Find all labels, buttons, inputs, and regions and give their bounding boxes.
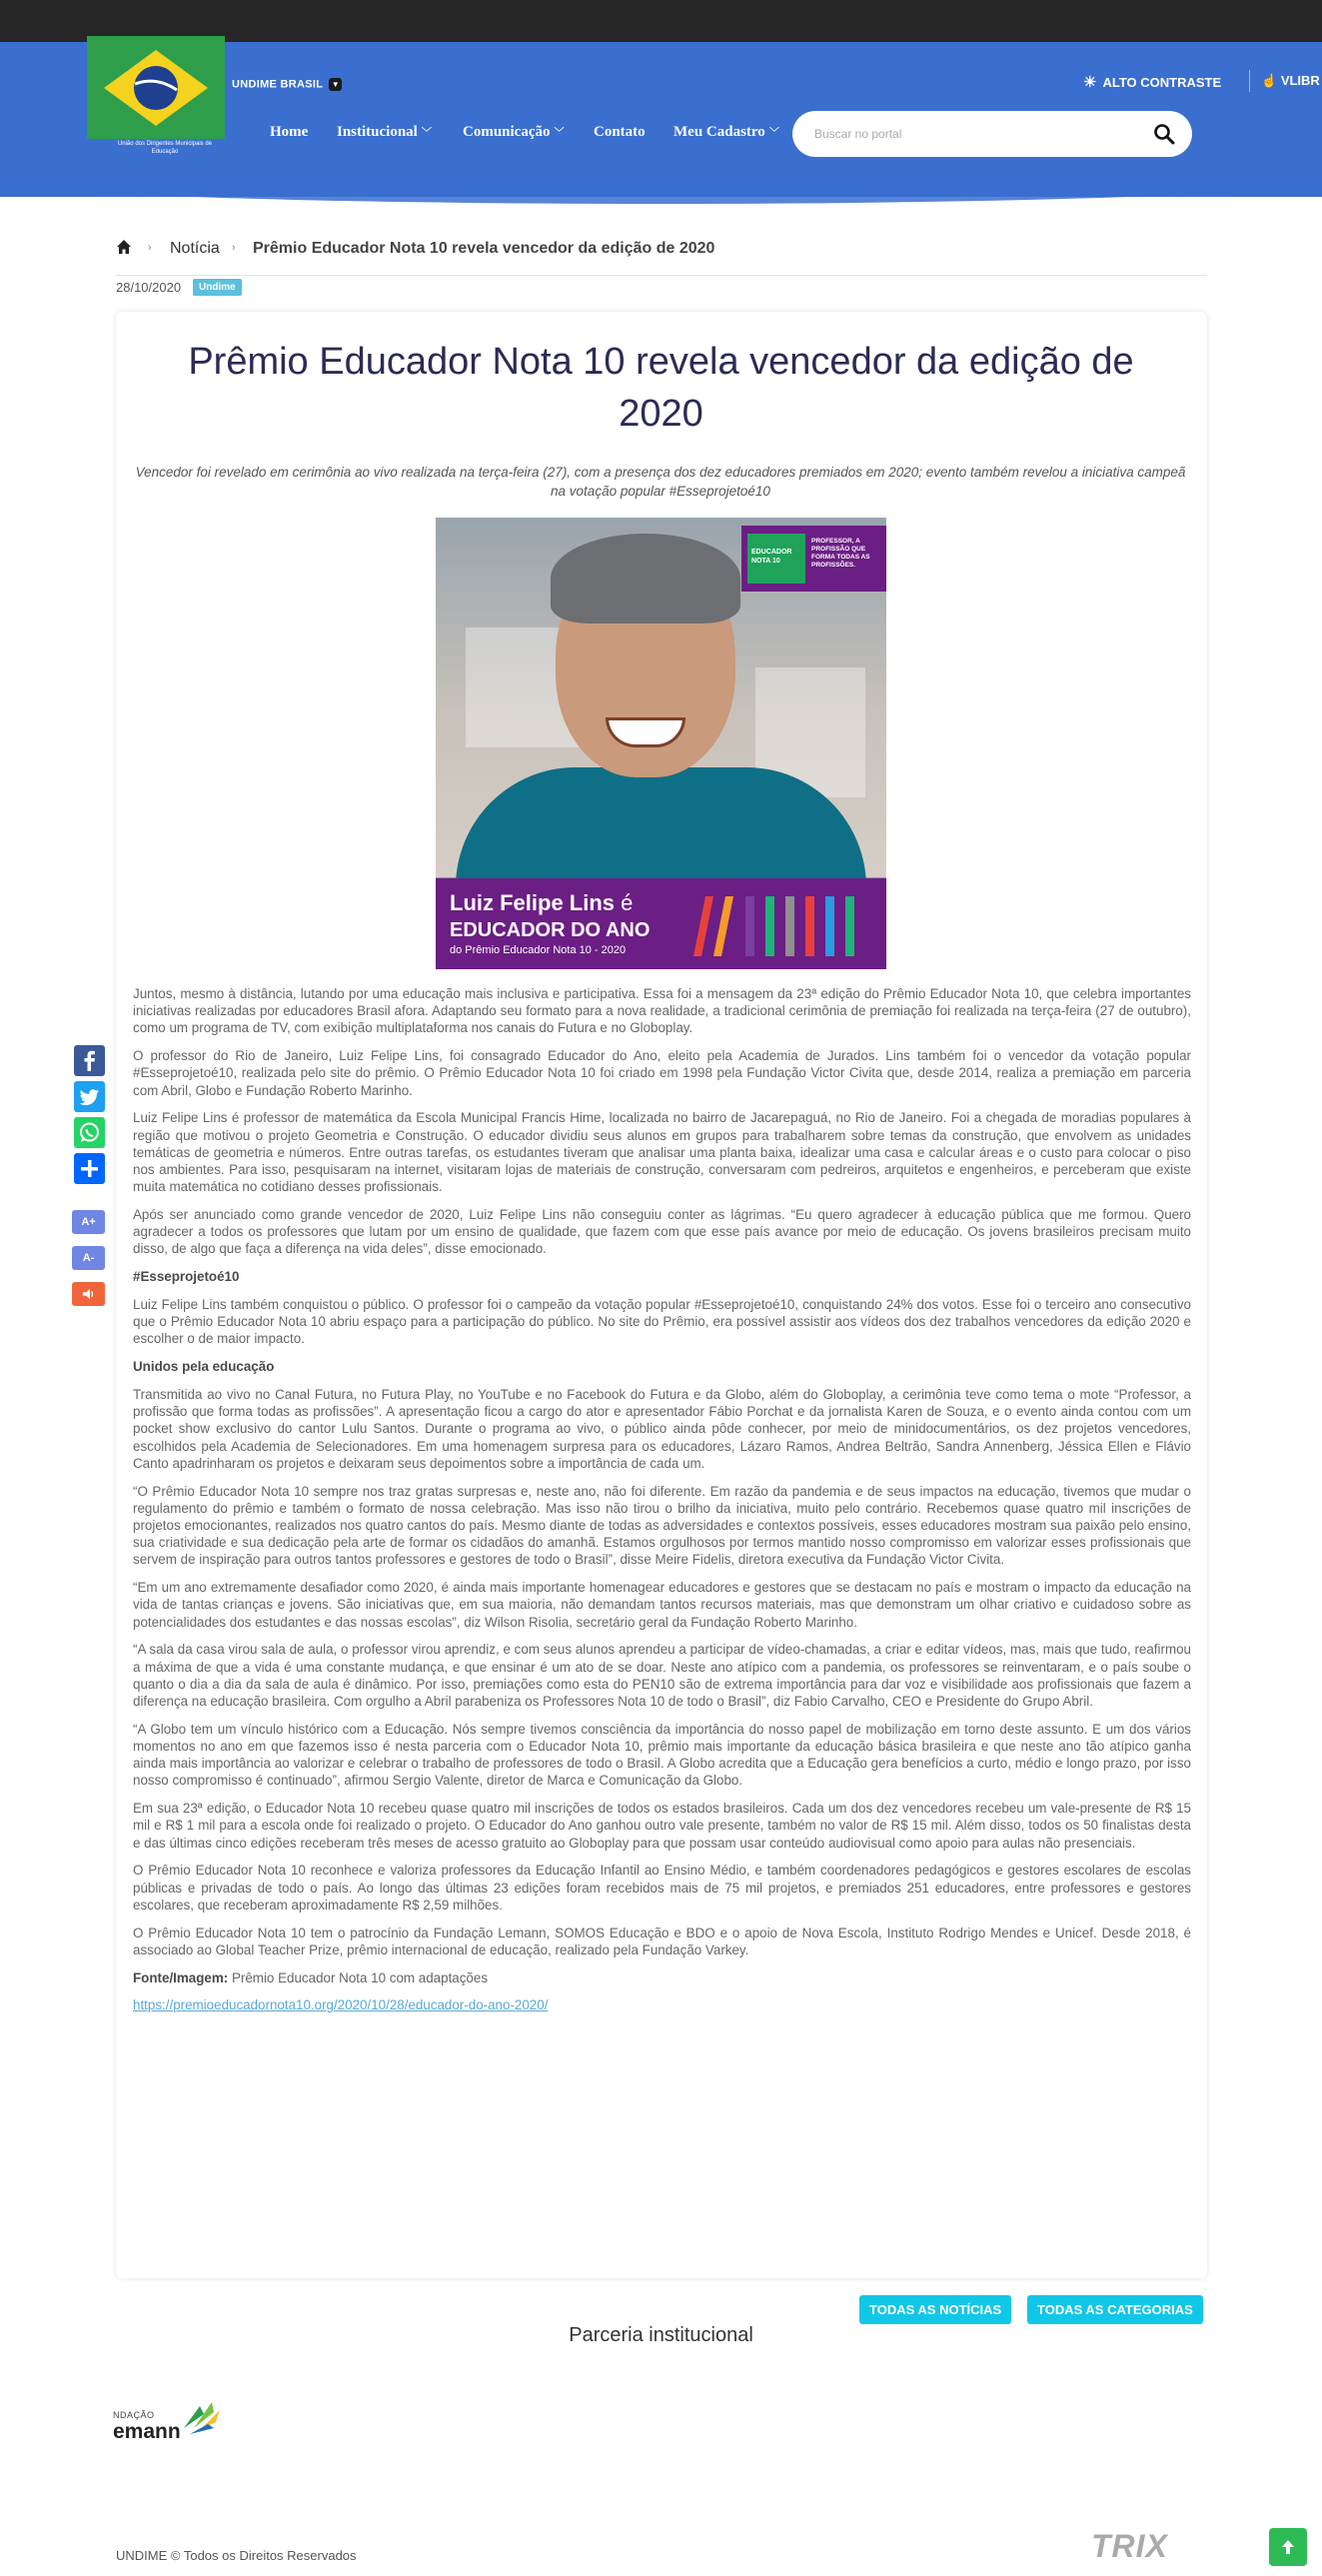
breadcrumb-separator-icon: › bbox=[232, 242, 236, 254]
font-decrease-button[interactable]: A- bbox=[72, 1246, 105, 1270]
contrast-icon: ☀ bbox=[1083, 74, 1097, 91]
all-categories-button[interactable]: TODAS AS CATEGORIAS bbox=[1027, 2295, 1203, 2324]
article-image bbox=[436, 518, 886, 969]
nav-comunicacao[interactable] bbox=[463, 124, 565, 141]
hand-icon: ☝ bbox=[1261, 73, 1281, 88]
chevron-down-icon: ﹀ bbox=[554, 128, 565, 139]
whatsapp-icon bbox=[74, 1117, 105, 1148]
breadcrumb-divider bbox=[116, 275, 1207, 276]
all-news-button[interactable]: TODAS AS NOTÍCIAS bbox=[859, 2295, 1011, 2324]
breadcrumb-separator-icon: › bbox=[148, 242, 152, 254]
home-icon[interactable] bbox=[116, 239, 132, 255]
vlibras-label: VLIBR bbox=[1280, 73, 1320, 88]
source-line bbox=[133, 1969, 1191, 1986]
article-tag[interactable]: Undime bbox=[193, 279, 242, 296]
breadcrumb-current: Prêmio Educador Nota 10 revela vencedor da edição de 2020 bbox=[253, 240, 715, 257]
twitter-share-button[interactable] bbox=[74, 1081, 105, 1112]
article-paragraph: “O Prêmio Educador Nota 10 sempre nos traz gratas surpresas e, neste ano, não foi diferente. Em razão da pandemia e de seus impactos na educação, tivemos que mudar o regulamento do prêmio e também o formato de nossa celebração. Mas isso não tirou o brilho da iniciativa, muito pelo contrário. Recebemos quase quatro mil inscrições de projetos emocionantes, realizados nos quatro cantos do país. Mesmo diante de todas as adversidades e contextos possíveis, esses educadores mostram sua paixão pelo ensino, sua criatividade e sua dedicação pela arte de formar os cidadãos do amanhã. Estamos orgulhosos por termos mantido nosso compromisso em valorizar esses profissionais que servem de inspiração para outros tantos professores e gestores de todo o Brasil”, disse Meire Fidelis, diretora executiva da Fundação Victor Civita. bbox=[133, 1483, 1191, 1568]
share-more-button[interactable] bbox=[74, 1153, 105, 1184]
badge-logo: EDUCADOR NOTA 10 bbox=[747, 534, 805, 584]
twitter-icon bbox=[74, 1081, 105, 1112]
source-label: Fonte/Imagem: bbox=[133, 1969, 229, 1985]
whatsapp-share-button[interactable] bbox=[74, 1117, 105, 1148]
chevron-down-icon: ▼ bbox=[329, 78, 342, 91]
banner-name: Luiz Felipe Lins bbox=[450, 890, 616, 915]
footer-copyright: UNDIME © Todos os Direitos Reservados bbox=[116, 2548, 357, 2563]
partners-title: Parceria institucional bbox=[569, 2324, 753, 2346]
section-heading: Unidos pela educação bbox=[133, 1359, 275, 1375]
plus-icon bbox=[74, 1153, 105, 1184]
article-paragraph: O Prêmio Educador Nota 10 tem o patrocínio da Fundação Lemann, SOMOS Educação e BDO e o apoio de Nova Escola, Instituto Rodrigo Mendes e Unicef. Desde 2018, é associado ao Global Teacher Prize, prêmio internacional de educação, realizado pela Fundação Varkey. bbox=[133, 1925, 1191, 1957]
high-contrast-label: ALTO CONTRASTE bbox=[1102, 75, 1222, 90]
chevron-down-icon: ﹀ bbox=[421, 128, 432, 139]
nav-contato[interactable] bbox=[594, 124, 646, 141]
banner-name-line bbox=[450, 890, 633, 916]
article-date: 28/10/2020 bbox=[116, 280, 182, 295]
logo-caption: União dos Dirigentes Municipais de Educação bbox=[117, 141, 213, 155]
source-link-line bbox=[133, 1996, 1191, 2013]
article-body bbox=[133, 985, 1191, 2024]
article-paragraph: Em sua 23ª edição, o Educador Nota 10 recebeu quase quatro mil inscrições de todos os estados brasileiros. Cada um dos dez vencedores recebeu um vale-presente de R$ 15 mil e R$ 1 mil para a escola onde foi realizado o projeto. O Educador do Ano ganhou outro vale presente, também no valor de R$ 15 mil. Além disso, todos os 50 finalistas desta e das últimas cinco edições receberam três meses de acesso gratuito ao Globoplay para que possam usar conteúdo audiovisual como apoio para aulas não presenciais. bbox=[133, 1801, 1191, 1851]
read-aloud-button[interactable] bbox=[72, 1282, 105, 1306]
speaker-icon bbox=[82, 1287, 96, 1301]
trix-logo[interactable]: TRIX bbox=[1091, 2528, 1168, 2564]
nav-meu-cadastro[interactable] bbox=[673, 124, 779, 141]
badge-text: PROFESSOR, A PROFISSÃO QUE FORMA TODAS AS PROFISSÕES. bbox=[811, 538, 870, 569]
source-link[interactable]: https://premioeducadornota10.org/2020/10/28/educador-do-ano-2020/ bbox=[133, 1997, 549, 2013]
brand-label: UNDIME BRASIL bbox=[232, 78, 324, 91]
nav-home-label: Home bbox=[270, 124, 309, 140]
nav-home[interactable] bbox=[270, 124, 308, 141]
article-paragraph: Após ser anunciado como grande vencedor de 2020, Luiz Felipe Lins não conseguiu conter as lágrimas. “Eu quero agradecer à educação pública que me formou. Quero agradecer a todos os professores que lutam por um ensino de qualidade, que fazem com que esse país avance por meio de educação. Os jovens brasileiros precisam muito disso, de algo que faça a diferença na vida deles”, disse emocionado. bbox=[133, 1207, 1191, 1257]
bird-icon bbox=[180, 2398, 222, 2438]
banner-subtitle: do Prêmio Educador Nota 10 - 2020 bbox=[450, 944, 627, 956]
source-text: Prêmio Educador Nota 10 com adaptações bbox=[231, 1969, 489, 1985]
breadcrumb-noticia[interactable]: Notícia bbox=[170, 240, 220, 257]
header-wave bbox=[0, 180, 1322, 204]
section-heading: #Esseprojetoé10 bbox=[133, 1269, 240, 1285]
vlibras-toggle[interactable] bbox=[1261, 73, 1320, 89]
brazil-flag-icon bbox=[102, 48, 210, 128]
lemann-logo[interactable] bbox=[113, 2398, 223, 2448]
undime-logo[interactable] bbox=[87, 36, 225, 139]
nav-contato-label: Contato bbox=[594, 124, 646, 140]
lemann-small-text: NDAÇÃO bbox=[113, 2410, 155, 2420]
article-paragraph: “A sala da casa virou sala de aula, o professor virou aprendiz, e com seus alunos aprendeu a participar de vídeo-chamadas, a criar e editar vídeos, mas, mais que tudo, reafirmou a máxima de que a vida é uma constante mudança, e que ensinar é um ato de se doar. Neste ano atípico com a pandemia, os professores se reinventaram, e o país soube o quanto o dia a dia da sala de aula é dinâmico. Por isso, premiações como esta do PEN10 são de extrema importância para dar voz e visibilidade aos profissionais que fazem a diferença na educação brasileira. Com orgulho a Abril parabeniza os Professores Nota 10 de todo o Brasil”, diz Fabio Carvalho, CEO e Presidente do Grupo Abril. bbox=[133, 1642, 1191, 1710]
arrow-up-icon bbox=[1269, 2528, 1307, 2566]
back-to-top-button[interactable] bbox=[1269, 2528, 1307, 2566]
photo-banner bbox=[436, 878, 886, 969]
facebook-icon bbox=[74, 1045, 105, 1076]
article-paragraph: Juntos, mesmo à distância, lutando por uma educação mais inclusiva e participativa. Essa foi a mensagem da 23ª edição do Prêmio Educador Nota 10, que celebra importantes iniciativas realizadas por educadores Brasil afora. Adaptando seu formato para a nova realidade, a tradicional cerimônia de premiação foi realizada na terça-feira (27 de outubro), como um programa de TV, com exibição multiplataforma nos canais do Futura e no Globoplay. bbox=[133, 986, 1191, 1036]
banner-title: EDUCADOR DO ANO bbox=[450, 919, 651, 941]
brand-dropdown[interactable] bbox=[232, 78, 342, 91]
article-paragraph: O professor do Rio de Janeiro, Luiz Felipe Lins, foi consagrado Educador do Ano, eleito pela Academia de Jurados. Lins também foi o vencedor da votação popular #Esseprojetoé10, realizada pelo site do prêmio. O Prêmio Educador Nota 10 foi criado em 1998 pela Fundação Victor Civita que, desde 2014, realiza a premiação em parceria com Abril, Globo e Fundação Roberto Marinho. bbox=[133, 1048, 1191, 1098]
photo-hair bbox=[551, 534, 740, 624]
article-paragraph: Luiz Felipe Lins também conquistou o público. O professor foi o campeão da votação popular #Esseprojetoé10, conquistando 24% dos votos. Esse foi o terceiro ano consecutivo que o Prêmio Educador Nota 10 abriu espaço para a participação do público. No site do Prêmio, era possível assistir aos vídeos dos dez trabalhos vencedores da edição 2020 e escolher o de maior impacto. bbox=[133, 1297, 1191, 1347]
banner-connector: é bbox=[621, 890, 634, 915]
article-paragraph: Transmitida ao vivo no Canal Futura, no Futura Play, no YouTube e no Facebook do Futura e da Globo, além do Globoplay, a cerimônia teve como tema o mote “Professor, a profissão que forma todas as profissões”. A apresentação ficou a cargo do ator e apresentador Fábio Porchat e da jornalista Karen de Souza, e o evento ainda contou com um pocket show exclusivo do cantor Lulu Santos. Durante o programa ao vivo, o público ainda pôde conhecer, por meio de minidocumentários, os dez projetos vencedores, escolhidos pela Academia de Selecionadores. Em uma homenagem surpresa para os educadores, Lázaro Ramos, Andrea Beltrão, Sandra Annenberg, Jéssica Ellen e Flávio Canto apadrinharam os projetos e deixaram seus depoimentos sobre a importância de cada um. bbox=[133, 1387, 1191, 1471]
header-divider bbox=[1249, 70, 1250, 92]
facebook-share-button[interactable] bbox=[74, 1045, 105, 1076]
nav-meu-cadastro-label: Meu Cadastro bbox=[673, 124, 765, 140]
search-box bbox=[792, 111, 1192, 157]
nav-institucional[interactable] bbox=[337, 124, 432, 141]
article-title: Prêmio Educador Nota 10 revela vencedor da edição de 2020 bbox=[188, 341, 1134, 435]
photo-badge bbox=[741, 526, 886, 592]
article-paragraph: Luiz Felipe Lins é professor de matemática da Escola Municipal Francis Hime, localizada no bairro de Jacarepaguá, no Rio de Janeiro. Foi a chegada de moradias populares à região que motivou o projeto Geometria e Construção. O educador dividiu seus alunos em grupos para trabalharem sobre temas da construção, que envolvem as unidades temáticas de geometria e números. Entre outras tarefas, os estudantes tiveram que analisar uma planta baixa, idealizar uma casa e calcular áreas e o custo para colocar o piso nos ambientes. Para isso, pesquisaram na internet, visitaram lojas de materiais de construção, conversaram com pedreiros, arquitetos e engenheiros, e perceberam que existe muita matemática no cotidiano desses profissionais. bbox=[133, 1110, 1191, 1195]
search-input[interactable] bbox=[814, 124, 1134, 144]
article-paragraph: “A Globo tem um vínculo histórico com a Educação. Nós sempre tivemos consciência da importância do nosso papel de mobilização em torno deste assunto. E um dos vários momentos no ano em que fazemos isso é nesta parceria com o Educador Nota 10, prêmio mais importante da educação básica brasileira e que neste ano tão atípico ganha ainda mais importância ao valorizar e celebrar o trabalho de professores de todo o Brasil. A Globo acredita que a Educação gera benefícios a curto, médio e longo prazo, por isso nosso compromisso é continuado”, afirmou Sergio Valente, diretor de Marca e Comunicação da Globo. bbox=[133, 1721, 1191, 1789]
article-paragraph: “Em um ano extremamente desafiador como 2020, é ainda mais importante homenagear educadores e gestores que se destacam no país e mostram o impacto da educação na vida de tantas crianças e jovens. São iniciativas que, em sua maioria, não demandam tantos recursos materiais, mas que demonstram um olhar criativo e cuidadoso sobre as potencialidades dos estudantes e das nossas escolas”, diz Wilson Risolia, secretário geral da Fundação Roberto Marinho. bbox=[133, 1580, 1191, 1630]
font-increase-button[interactable]: A+ bbox=[72, 1210, 105, 1234]
lemann-big-text: emann bbox=[113, 2420, 181, 2443]
chevron-down-icon: ﹀ bbox=[768, 128, 779, 139]
article-paragraph: O Prêmio Educador Nota 10 reconhece e valoriza professores da Educação Infantil ao Ensino Médio, e também coordenadores pedagógicos e gestores escolares de escolas públicas e privadas de todo o país. Ao longo das últimas 23 edições foram recebidos mais de 75 mil projetos, e premiados 251 educadores, entre professores e gestores escolares, que receberam aproximadamente R$ 2,59 milhões. bbox=[133, 1863, 1191, 1913]
article-subtitle: Vencedor foi revelado em cerimônia ao vivo realizada na terça-feira (27), com a presença dos dez educadores premiados em 2020; evento também revelou a iniciativa campeã na votação popular #Esseprojetoé10 bbox=[135, 465, 1186, 499]
nav-institucional-label: Institucional bbox=[337, 124, 418, 140]
decorative-bars-icon bbox=[683, 888, 878, 958]
search-icon[interactable] bbox=[1153, 123, 1175, 145]
high-contrast-toggle[interactable] bbox=[1083, 73, 1221, 91]
nav-comunicacao-label: Comunicação bbox=[463, 124, 551, 140]
